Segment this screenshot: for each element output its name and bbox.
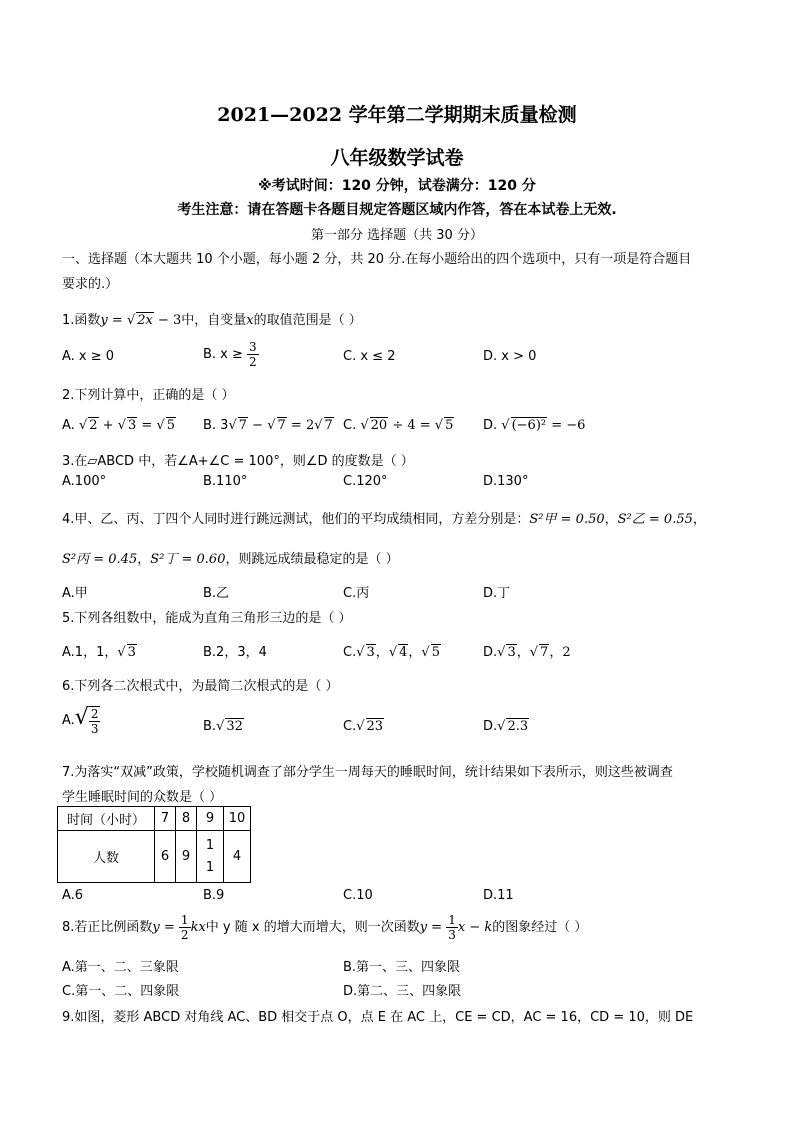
- option-label: C.: [343, 645, 357, 660]
- q3-stem: 3.在▱ABCD 中，若∠A+∠C = 100°，则∠D 的度数是（ ）: [62, 454, 414, 469]
- operator: = 2: [286, 418, 315, 433]
- table-header-cell: 8: [176, 807, 197, 831]
- option-label: D.: [483, 418, 498, 433]
- q8-f1-tail: kx: [190, 920, 206, 935]
- radical-sign: √: [501, 418, 510, 433]
- q1-option-b-pre: B. x ≥: [203, 347, 243, 362]
- radicand: 7: [324, 418, 333, 433]
- q4-variance-bing: S²丙 = 0.45: [62, 552, 138, 567]
- option-label: D.: [483, 645, 498, 660]
- fraction-den: 2: [249, 355, 257, 369]
- q2-stem: 2.下列计算中，正确的是（ ）: [62, 388, 235, 403]
- q7-option-c[interactable]: C.10: [343, 888, 373, 903]
- table-header-cell: 9: [197, 807, 224, 831]
- q2-option-c[interactable]: [343, 417, 454, 433]
- sleep-time-table: [57, 806, 251, 883]
- q1-var-x: x: [246, 313, 254, 328]
- q3-option-c[interactable]: C.120°: [343, 474, 388, 489]
- option-label: A.: [62, 713, 75, 728]
- separator: ，: [516, 645, 530, 660]
- operator: −: [248, 418, 268, 433]
- fraction-den: 3: [448, 928, 456, 942]
- radical-sign: √: [497, 645, 506, 660]
- table-header-cell: 7: [155, 807, 176, 831]
- operator: ÷ 4 =: [388, 418, 435, 433]
- q7-line2: 学生睡眠时间的众数是（ ）: [62, 790, 223, 805]
- operator: =: [137, 418, 157, 433]
- q4-line1-text: 4.甲、乙、丙、丁四个人同时进行跳远测试，他们的平均成绩相同，方差分别是：: [62, 512, 530, 527]
- operator: +: [98, 418, 118, 433]
- radicand: 4: [399, 645, 408, 660]
- fraction-num: 1: [180, 913, 189, 927]
- radical-sign: √: [356, 719, 365, 734]
- option-label: B.: [203, 719, 217, 734]
- fraction: [247, 340, 259, 369]
- radical-sign: √: [388, 645, 398, 660]
- q1-eq: =: [107, 313, 127, 328]
- table-cell: 4: [224, 831, 251, 883]
- fraction: [89, 706, 101, 736]
- q1-option-b[interactable]: [203, 340, 259, 369]
- radical-sign: √: [434, 418, 444, 433]
- q4-line2: S²丙 = 0.45，S²丁 = 0.60，则跳远成绩最稳定的是（ ）: [62, 552, 399, 567]
- table-header-cell: 10: [224, 807, 251, 831]
- q5-option-a[interactable]: [62, 641, 137, 660]
- separator: ，: [375, 645, 389, 660]
- radical-sign: √: [314, 418, 323, 433]
- radical-sign: √: [126, 313, 136, 328]
- option-label: C.: [343, 719, 357, 734]
- separator: ，: [408, 645, 422, 660]
- fraction: [446, 913, 458, 942]
- radicand: 5: [431, 645, 440, 660]
- q1-option-a[interactable]: A. x ≥ 0: [62, 349, 115, 364]
- q1-tail: − 3: [153, 313, 182, 328]
- q8-option-d[interactable]: D.第二、三、四象限: [343, 984, 462, 999]
- radicand: 20: [370, 418, 388, 433]
- q4-line1: 4.甲、乙、丙、丁四个人同时进行跳远测试，他们的平均成绩相同，方差分别是：S²甲 = 0.50，S²乙 = 0.55，: [62, 512, 706, 527]
- q1-var-y: y: [100, 313, 108, 328]
- section-intro-line1: 一、选择题（本大题共 10 个小题，每小题 2 分，共 20 分.在每小题给出的四个选项中，只有一项是符合题目: [62, 252, 692, 267]
- table-header-cell: 时间（小时）: [58, 807, 155, 831]
- q8-stem-a: 8.若正比例函数: [62, 920, 153, 935]
- radicand: 3: [127, 645, 136, 660]
- q1-option-d[interactable]: D. x > 0: [483, 349, 537, 364]
- q6-stem: 6.下列各二次根式中，为最简二次根式的是（ ）: [62, 679, 339, 694]
- q5-option-d[interactable]: [483, 641, 571, 660]
- q1-stem-b: 中，自变量: [181, 313, 247, 328]
- q8-stem: [62, 913, 587, 942]
- radical-sign: √: [156, 418, 165, 433]
- radical-sign: √: [529, 645, 539, 660]
- radical-sign: √: [216, 719, 225, 734]
- q8-stem-b: 中 y 随 x 的增大而增大，则一次函数: [205, 920, 420, 935]
- q6-option-a[interactable]: [62, 705, 100, 736]
- option-label: B. 3: [203, 418, 229, 433]
- option-tail: ，2: [549, 645, 571, 660]
- table-cell: [197, 831, 224, 883]
- radical-sign: √: [356, 645, 365, 660]
- fraction-num: 2: [90, 706, 99, 721]
- radical-sign: √: [267, 418, 276, 433]
- option-label: A.1，1，: [62, 645, 118, 660]
- radical-sign: √: [497, 719, 506, 734]
- radicand: 5: [166, 418, 176, 433]
- q5-option-c[interactable]: [343, 641, 441, 660]
- q8-option-a[interactable]: A.第一、二、三象限: [62, 960, 179, 975]
- q1-stem-c: 的取值范围是（ ）: [253, 313, 362, 328]
- radicand: (−6)²: [511, 418, 547, 433]
- radicand: 7: [238, 418, 248, 433]
- option-label: D.: [483, 719, 498, 734]
- radical-sign: √: [78, 418, 88, 433]
- radicand: 5: [445, 418, 454, 433]
- q3-option-b[interactable]: B.110°: [203, 474, 248, 489]
- fraction-num: 3: [249, 340, 257, 354]
- q1-option-c[interactable]: C. x ≤ 2: [343, 349, 396, 364]
- q4-variance-yi: S²乙 = 0.55: [617, 512, 693, 527]
- radicand: 32: [226, 719, 243, 734]
- table-cell-line: 1: [205, 859, 215, 875]
- q2-option-d[interactable]: [483, 417, 585, 433]
- fraction-den: 2: [180, 928, 189, 942]
- q7-line1: 7.为落实“双减”政策，学校随机调查了部分学生一周每天的睡眠时间，统计结果如下表所示，则这些被调查: [62, 765, 673, 780]
- radical-sign: √: [117, 645, 126, 660]
- option-label: C.: [343, 418, 357, 433]
- q4-option-a[interactable]: A.甲: [62, 586, 88, 601]
- fraction-num: 1: [448, 913, 456, 927]
- q6-option-d[interactable]: [483, 718, 529, 734]
- radical-sign: √: [360, 418, 369, 433]
- q4-option-c[interactable]: C.丙: [343, 586, 370, 601]
- q3-option-a[interactable]: A.100°: [62, 474, 107, 489]
- radicand: 2: [89, 418, 98, 433]
- q7-option-d[interactable]: D.11: [483, 888, 514, 903]
- q1-radicand: 2x: [137, 313, 153, 328]
- table-cell: 9: [176, 831, 197, 883]
- table-cell-line: 1: [205, 837, 215, 853]
- radical-sign: √: [421, 645, 430, 660]
- radicand: 23: [366, 719, 384, 734]
- q1-stem: [62, 309, 362, 328]
- q7-option-b[interactable]: B.9: [203, 888, 225, 903]
- radicand: 2.3: [507, 719, 529, 734]
- q9-stem: 9.如图，菱形 ABCD 对角线 AC、BD 相交于点 O，点 E 在 AC 上，CE = CD，AC = 16，CD = 10，则 DE: [62, 1010, 694, 1025]
- q1-stem-a: 1.函数: [62, 313, 101, 328]
- fraction-den: 3: [90, 721, 99, 736]
- exam-subtitle: 八年级数学试卷: [330, 147, 464, 169]
- radicand: 3: [507, 645, 516, 660]
- operator: = −6: [547, 418, 586, 433]
- table-row: [58, 831, 251, 883]
- q8-stem-c: 的图象经过（ ）: [492, 920, 588, 935]
- q5-stem: 5.下列各组数中，能成为直角三角形三边的是（ ）: [62, 611, 352, 626]
- table-header-row: [58, 807, 251, 831]
- q8-f2-pre: y =: [419, 920, 443, 935]
- q2-option-a[interactable]: [62, 417, 176, 433]
- table-cell: 6: [155, 831, 176, 883]
- radical-sign: √: [228, 418, 237, 433]
- q4-option-b[interactable]: B.乙: [203, 586, 230, 601]
- q8-f1-pre: y =: [152, 920, 175, 935]
- q8-f2-tail: x − k: [457, 920, 493, 935]
- table-row-label: 人数: [58, 831, 155, 883]
- q4-variance-jia: S²甲 = 0.50: [529, 512, 605, 527]
- radicand: 7: [277, 418, 286, 433]
- radical-sign: √: [74, 705, 89, 730]
- q8-option-b[interactable]: B.第一、三、四象限: [343, 960, 461, 975]
- radicand: 3: [366, 645, 375, 660]
- q8-option-c[interactable]: C.第一、二、四象限: [62, 984, 180, 999]
- exam-info: ※考试时间：120 分钟，试卷满分：120 分: [258, 178, 536, 194]
- radical-sign: √: [117, 418, 126, 433]
- option-label: A.: [62, 418, 75, 433]
- q6-option-b[interactable]: [203, 718, 244, 734]
- q4-option-d[interactable]: D.丁: [483, 586, 511, 601]
- section-intro-line2: 要求的.）: [62, 277, 119, 292]
- q2-option-b[interactable]: [203, 417, 334, 433]
- radicand: 7: [540, 645, 549, 660]
- q3-option-d[interactable]: D.130°: [483, 474, 529, 489]
- q7-option-a[interactable]: A.6: [62, 888, 84, 903]
- q4-line2-tail: ，则跳远成绩最稳定的是（ ）: [225, 552, 399, 567]
- part-heading: 第一部分 选择题（共 30 分）: [311, 228, 483, 243]
- fraction: [179, 913, 191, 942]
- exam-title: 2021—2022 学年第二学期期末质量检测: [217, 104, 577, 126]
- q4-variance-ding: S²丁 = 0.60: [150, 552, 226, 567]
- exam-notice: 考生注意：请在答题卡各题目规定答题区域内作答，答在本试卷上无效.: [177, 202, 617, 218]
- radicand: 3: [127, 418, 137, 433]
- q5-option-b[interactable]: B.2，3，4: [203, 645, 267, 660]
- q6-option-c[interactable]: [343, 718, 384, 734]
